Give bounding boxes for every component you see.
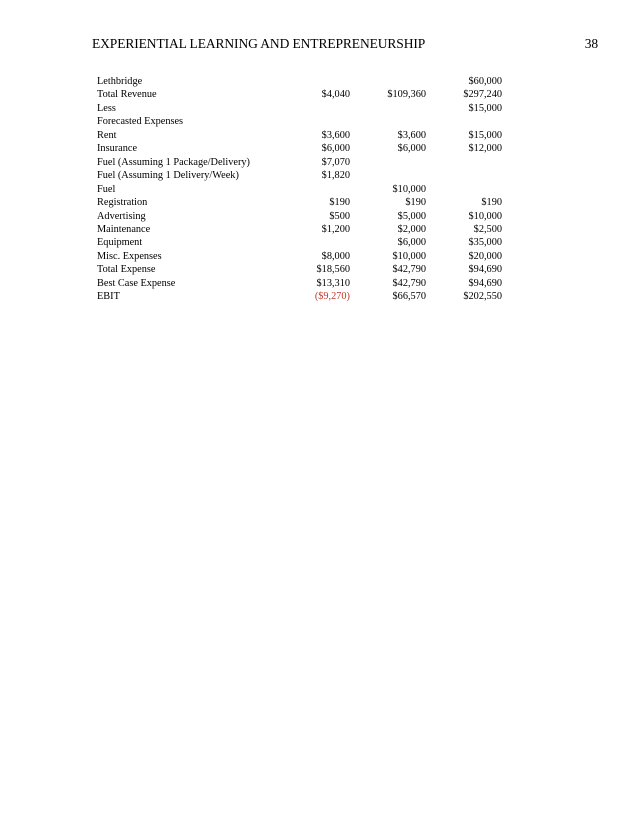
table-row bbox=[97, 75, 502, 88]
value-cell-c3: $2,500 bbox=[473, 223, 502, 235]
table-row bbox=[97, 277, 502, 290]
value-cell-c1: $7,070 bbox=[321, 156, 350, 168]
table-row bbox=[97, 290, 502, 303]
value-cell-c2: $10,000 bbox=[392, 183, 426, 195]
row-label: Best Case Expense bbox=[97, 277, 176, 289]
value-cell-c3: $94,690 bbox=[468, 277, 502, 289]
table-row bbox=[97, 102, 502, 115]
value-cell-c3: $60,000 bbox=[468, 76, 502, 87]
value-cell-c3: $15,000 bbox=[468, 102, 502, 114]
table-row bbox=[97, 210, 502, 223]
value-cell-c2 bbox=[350, 102, 426, 115]
row-label: Total Revenue bbox=[97, 89, 157, 101]
value-cell-c3: $12,000 bbox=[468, 143, 502, 155]
value-cell-c1: ($9,270) bbox=[314, 291, 350, 303]
value-cell-c2: $42,790 bbox=[392, 264, 426, 276]
table-row bbox=[97, 183, 502, 196]
row-label: Fuel (Assuming 1 Package/Delivery) bbox=[97, 156, 250, 168]
value-cell-c2: $3,600 bbox=[397, 129, 426, 141]
table-row bbox=[97, 88, 502, 101]
page-header bbox=[92, 36, 598, 56]
row-label: Lethbridge bbox=[97, 76, 143, 87]
value-cell-c3: $10,000 bbox=[468, 210, 502, 222]
value-cell-c2: $109,360 bbox=[387, 89, 426, 101]
row-label: Misc. Expenses bbox=[97, 250, 162, 262]
row-label: Insurance bbox=[97, 143, 138, 155]
row-label: Fuel (Assuming 1 Delivery/Week) bbox=[97, 170, 239, 182]
value-cell-c1: $1,200 bbox=[321, 223, 350, 235]
value-cell-c1: $3,600 bbox=[321, 129, 350, 141]
value-cell-c3: $94,690 bbox=[468, 264, 502, 276]
value-cell-c3: $35,000 bbox=[468, 237, 502, 249]
value-cell-c1: $190 bbox=[329, 197, 350, 209]
value-cell-c1: $6,000 bbox=[321, 143, 350, 155]
value-cell-c2 bbox=[350, 115, 426, 128]
running-header-title: EXPERIENTIAL LEARNING AND ENTREPRENEURSHIP bbox=[92, 36, 426, 51]
value-cell-c2: $6,000 bbox=[397, 143, 426, 155]
value-cell-c1 bbox=[277, 115, 350, 128]
value-cell-c2 bbox=[350, 75, 426, 88]
value-cell-c1: $18,560 bbox=[316, 264, 350, 276]
financial-projection-table bbox=[97, 75, 502, 304]
value-cell-c2: $42,790 bbox=[392, 277, 426, 289]
value-cell-c1: $4,040 bbox=[321, 89, 350, 101]
value-cell-c3 bbox=[426, 169, 502, 182]
value-cell-c1 bbox=[277, 183, 350, 196]
value-cell-c2: $6,000 bbox=[397, 237, 426, 249]
row-label: Fuel bbox=[97, 183, 116, 195]
value-cell-c1: $500 bbox=[329, 210, 350, 222]
table-row bbox=[97, 223, 502, 236]
value-cell-c1: $1,820 bbox=[321, 170, 350, 182]
table-row bbox=[97, 142, 502, 155]
row-label: Registration bbox=[97, 197, 148, 209]
row-label: Rent bbox=[97, 129, 117, 141]
value-cell-c3: $297,240 bbox=[463, 89, 502, 101]
table-row bbox=[97, 196, 502, 209]
row-label: Forecasted Expenses bbox=[97, 116, 184, 128]
value-cell-c3 bbox=[426, 183, 502, 196]
table-row bbox=[97, 263, 502, 276]
table-row bbox=[97, 156, 502, 169]
value-cell-c3 bbox=[426, 156, 502, 169]
value-cell-c2 bbox=[350, 169, 426, 182]
value-cell-c2 bbox=[350, 156, 426, 169]
value-cell-c1 bbox=[277, 236, 350, 249]
row-label: Maintenance bbox=[97, 223, 151, 235]
value-cell-c1: $13,310 bbox=[316, 277, 350, 289]
table-row bbox=[97, 129, 502, 142]
value-cell-c2: $2,000 bbox=[397, 223, 426, 235]
table-row bbox=[97, 236, 502, 249]
table-body bbox=[97, 75, 502, 304]
value-cell-c1: $8,000 bbox=[321, 250, 350, 262]
row-label: Total Expense bbox=[97, 264, 156, 276]
value-cell-c1 bbox=[277, 102, 350, 115]
table-row bbox=[97, 169, 502, 182]
value-cell-c2: $66,570 bbox=[392, 291, 426, 303]
row-label: Less bbox=[97, 102, 116, 114]
value-cell-c3: $20,000 bbox=[468, 250, 502, 262]
table-row bbox=[97, 115, 502, 128]
value-cell-c1 bbox=[277, 75, 350, 88]
value-cell-c3 bbox=[426, 115, 502, 128]
row-label: Advertising bbox=[97, 210, 146, 222]
value-cell-c2: $10,000 bbox=[392, 250, 426, 262]
value-cell-c2: $190 bbox=[405, 197, 426, 209]
value-cell-c3: $190 bbox=[481, 197, 502, 209]
value-cell-c3: $202,550 bbox=[463, 291, 502, 303]
value-cell-c3: $15,000 bbox=[468, 129, 502, 141]
table-row bbox=[97, 250, 502, 263]
value-cell-c2: $5,000 bbox=[397, 210, 426, 222]
page-number: 38 bbox=[584, 36, 598, 51]
row-label: EBIT bbox=[97, 291, 120, 303]
row-label: Equipment bbox=[97, 237, 143, 249]
